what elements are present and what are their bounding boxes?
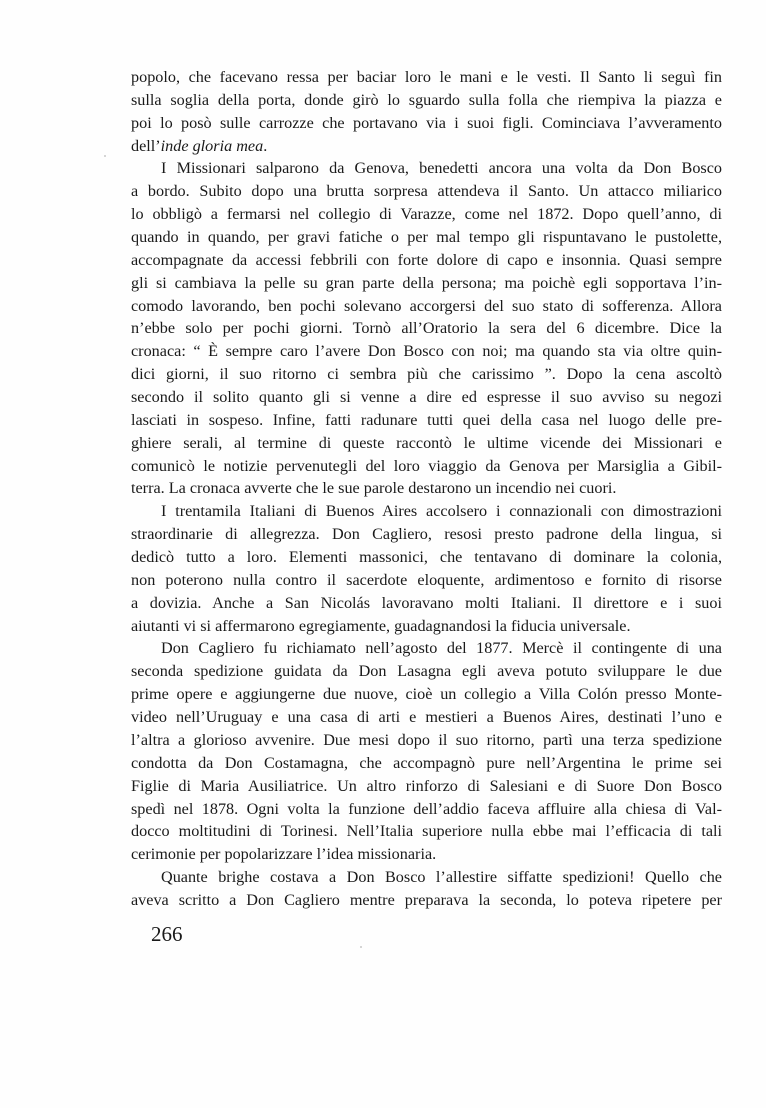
body-text: [131, 66, 722, 912]
latin-quote: inde gloria mea: [160, 136, 264, 155]
text-line: quando in quando, per gravi fatiche o per mal tempo gli rispuntavano le pustolette,: [131, 228, 722, 247]
text-line: popolo, che facevano ressa per baciar loro le mani e le vesti. Il Santo li seguì fin: [131, 68, 722, 86]
text-line: dedicò tutto a loro. Elementi massonici, che tentavano di dominare la colonia,: [131, 548, 722, 567]
text-line: prime opere e aggiungerne due nuove, cioè un collegio a Villa Colón presso Monte-: [131, 685, 722, 704]
paragraph-start-line: Don Cagliero fu richiamato nell’agosto del 1877. Mercè il contingente di una: [161, 639, 722, 658]
text-line: docco moltitudini di Torinesi. Nell’Italia superiore nulla ebbe mai l’efficacia di tali: [131, 822, 722, 841]
text-line: cerimonie per popolarizzare l’idea missionaria.: [131, 845, 437, 864]
text-line: l’altra a glorioso avvenire. Due mesi dopo il suo ritorno, partì una terza spedizione: [131, 730, 722, 749]
text-fragment: dell’: [131, 136, 161, 155]
paragraph-start-line: Quante brighe costava a Don Bosco l’allestire siffatte spedizioni! Quello che: [161, 868, 722, 887]
paragraph-start-line: I Missionari salparono da Genova, benedetti ancora una volta da Don Bosco: [161, 159, 722, 178]
text-line: lo obbligò a fermarsi nel collegio di Varazze, come nel 1872. Dopo quell’anno, di: [131, 205, 722, 224]
text-line: aveva scritto a Don Cagliero mentre preparava la seconda, lo poteva ripetere per: [131, 890, 722, 909]
text-line: non poterono nulla contro il sacerdote eloquente, ardimentoso e fornito di risorse: [131, 570, 722, 589]
text-line: terra. La cronaca avverte che le sue parole destarono un incendio nei cuori.: [131, 479, 617, 498]
text-line: ghiere serali, al termine di queste raccontò le ultime vicende dei Missionari e: [131, 433, 722, 452]
scan-speck: [360, 946, 362, 948]
paragraph-start-line: I trentamila Italiani di Buenos Aires accolsero i connazionali con dimostrazioni: [161, 502, 722, 521]
scan-speck: [104, 155, 106, 157]
text-line: comunicò le notizie pervenutegli del loro viaggio da Genova per Marsiglia a Gibil-: [131, 456, 722, 475]
page-number: 266: [151, 922, 183, 946]
text-line: seconda spedizione guidata da Don Lasagna egli aveva potuto sviluppare le due: [131, 662, 722, 681]
text-line: poi lo posò sulle carrozze che portavano via i suoi figli. Cominciava l’avveramento: [131, 113, 722, 132]
text-line: aiutanti vi si affermarono egregiamente, guadagnandosi la fiducia universale.: [131, 616, 631, 635]
text-line: gli si cambiava la pelle su gran parte della persona; ma poichè egli sopportava l’in-: [131, 273, 722, 292]
text-line: comodo lavorando, ben pochi solevano accorgersi del suo stato di sofferenza. Allora: [131, 296, 722, 315]
text-line: Figlie di Maria Ausiliatrice. Un altro rinforzo di Salesiani e di Suore Don Bosco: [131, 776, 722, 795]
text-line: n’ebbe solo per pochi giorni. Tornò all’Oratorio la sera del 6 dicembre. Dice la: [131, 319, 722, 338]
text-line: video nell’Uruguay e una casa di arti e mestieri a Buenos Aires, destinati l’uno e: [131, 708, 722, 727]
text-line: a dovizia. Anche a San Nicolás lavoravano molti Italiani. Il direttore e i suoi: [131, 593, 722, 612]
text-line: spedì nel 1878. Ogni volta la funzione dell’addio faceva affluire alla chiesa di Val-: [131, 799, 722, 818]
text-line: [131, 135, 722, 158]
text-line: dici giorni, il suo ritorno ci sembra più che carissimo ”. Dopo la cena ascoltò: [131, 365, 722, 384]
text-line: straordinarie di allegrezza. Don Cagliero, resosi presto padrone della lingua, si: [131, 525, 722, 544]
text-line: lasciati in sospeso. Infine, fatti radunare tutti quei della casa nel luogo delle pre-: [131, 410, 722, 429]
text-line: condotta da Don Costamagna, che accompagnò pure nell’Argentina le prime sei: [131, 753, 722, 772]
text-fragment: .: [263, 136, 268, 155]
text-line: cronaca: “ È sempre caro l’avere Don Bosco con noi; ma quando sta via oltre quin-: [131, 342, 722, 361]
text-line: sulla soglia della porta, donde girò lo sguardo sulla folla che riempiva la piazza e: [131, 90, 722, 109]
text-line: a bordo. Subito dopo una brutta sorpresa attendeva il Santo. Un attacco miliarico: [131, 182, 722, 201]
text-line: accompagnate da accessi febbrili con forte dolore di capo e insonnia. Quasi sempre: [131, 250, 722, 269]
text-line: secondo il solito quanto gli si venne a dire ed espresse il suo avviso su negozi: [131, 388, 722, 407]
